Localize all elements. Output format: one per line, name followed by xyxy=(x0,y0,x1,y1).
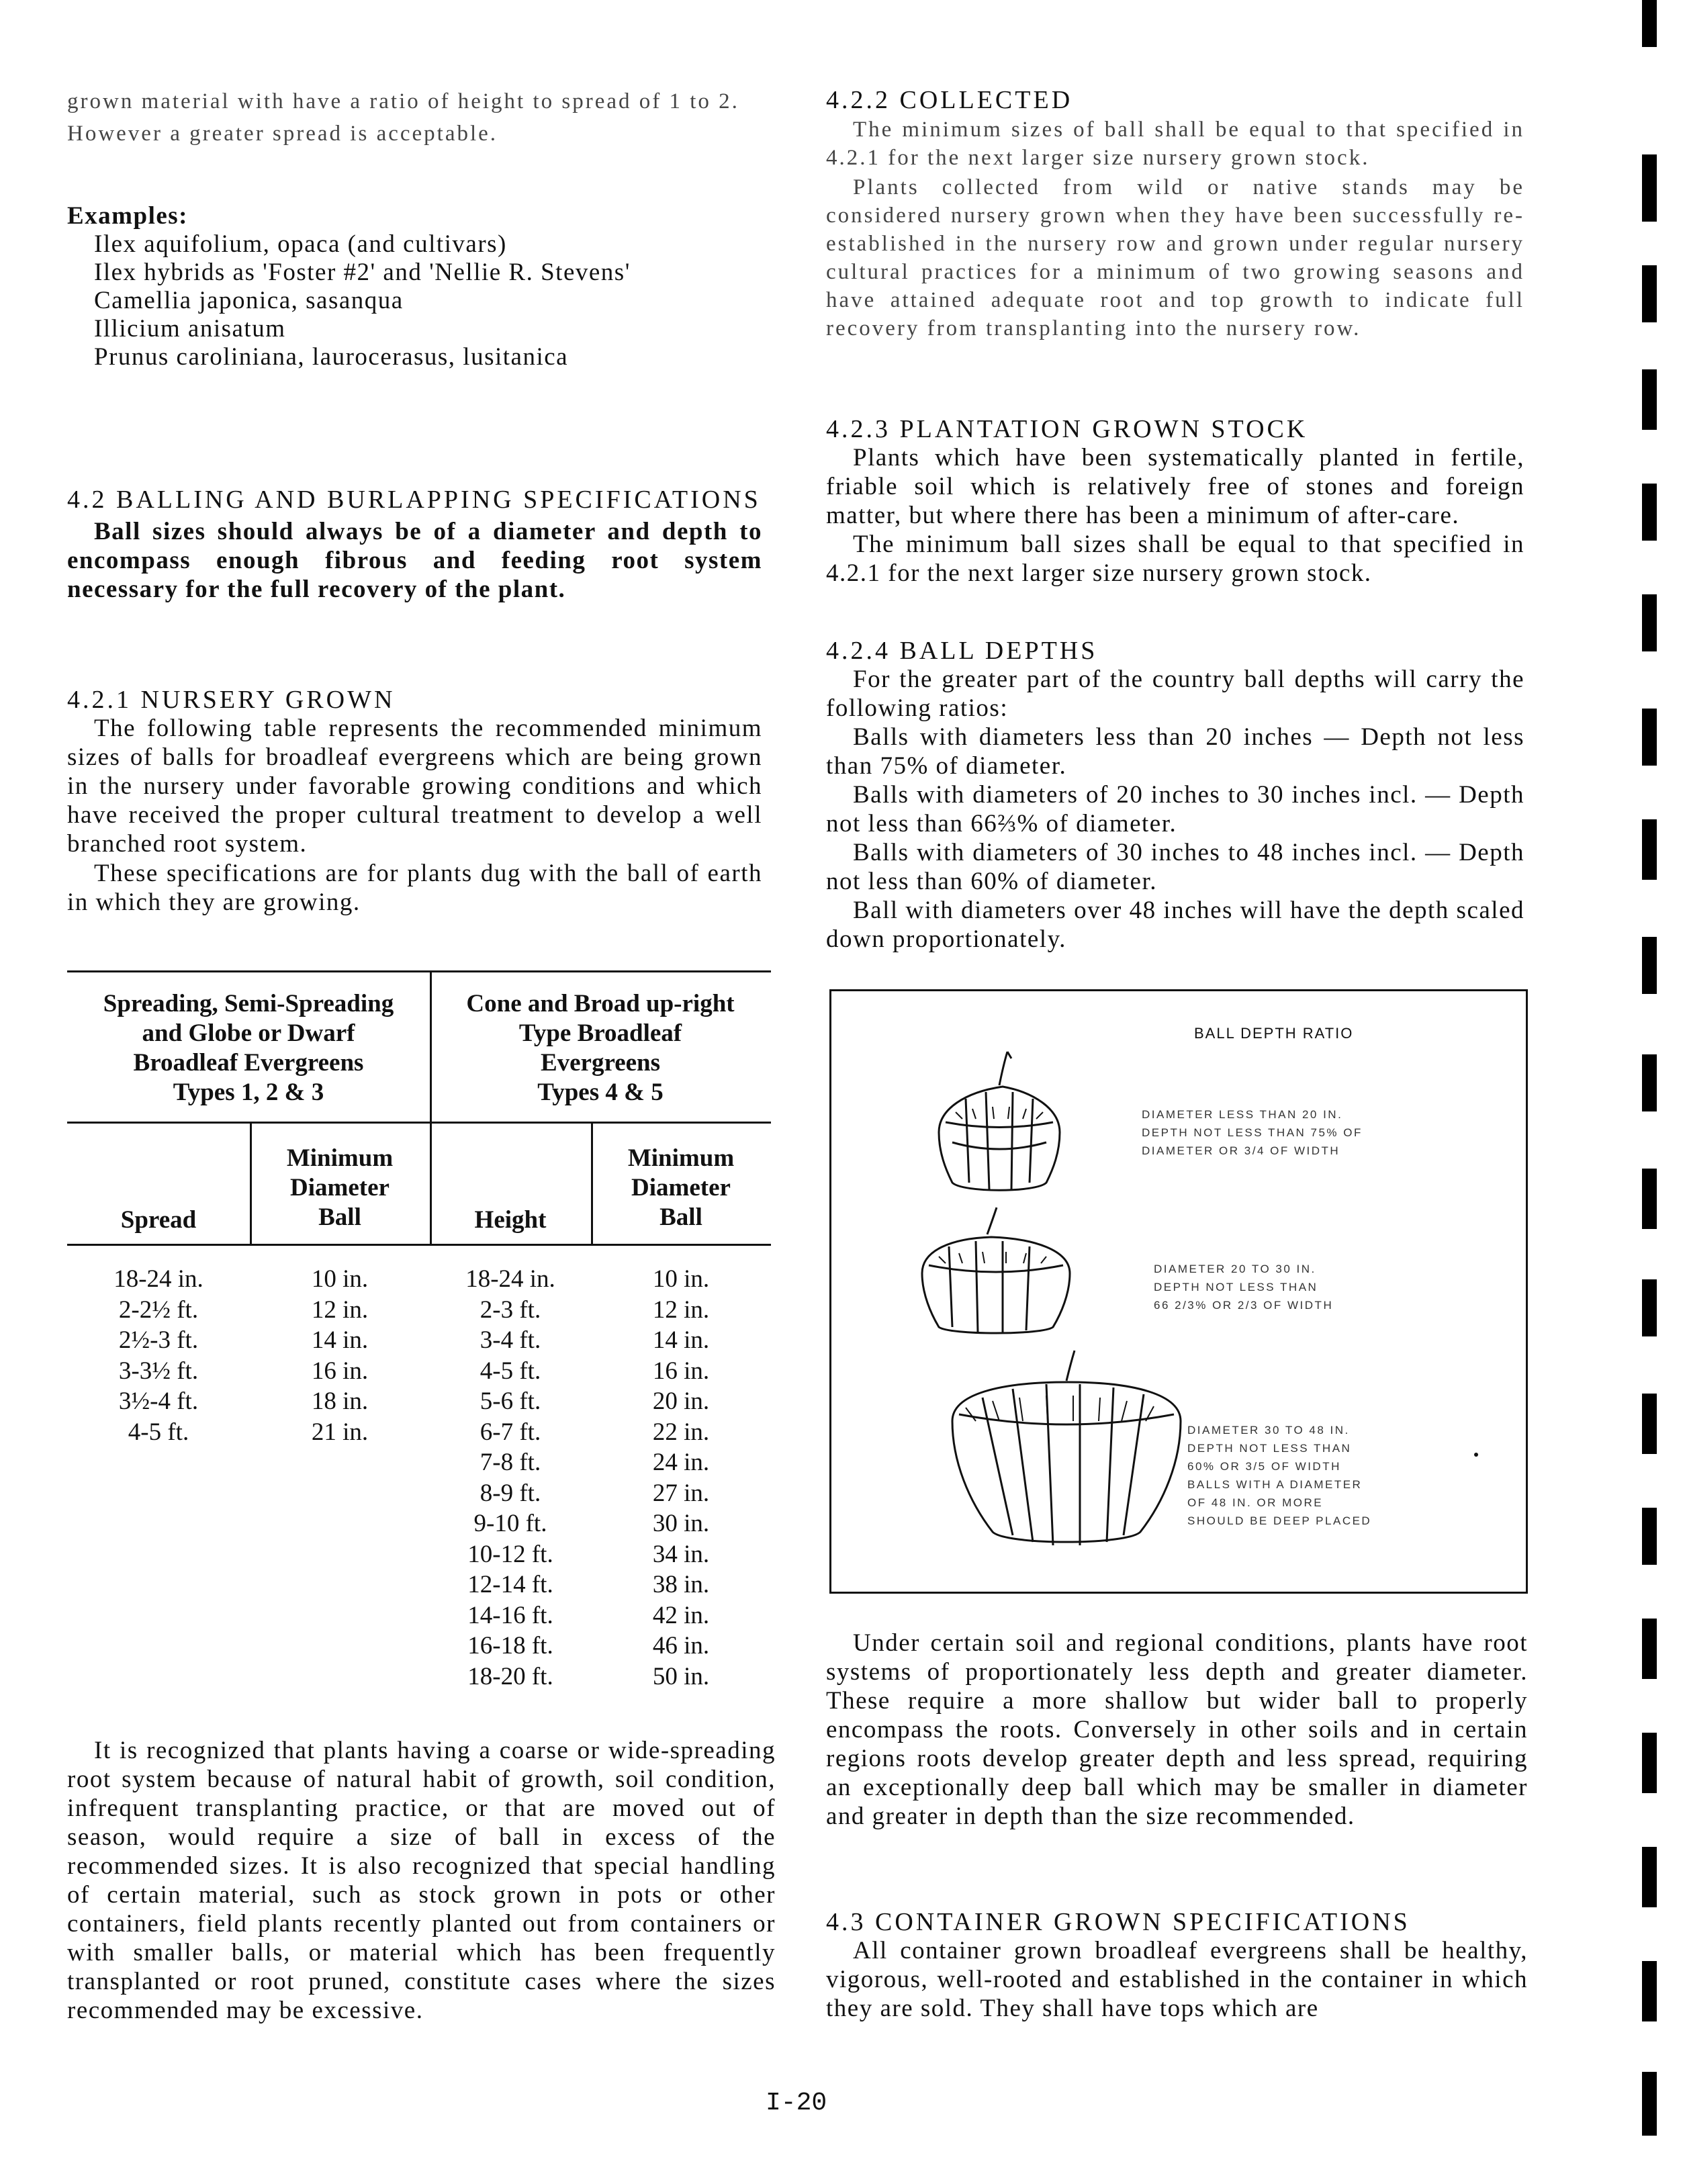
binder-mark xyxy=(1642,1733,1657,1793)
table-cell: 24 in. xyxy=(652,1449,710,1476)
root-ball-medium-icon xyxy=(922,1208,1070,1334)
section-4-2-2-heading: 4.2.2 COLLECTED xyxy=(826,86,1073,114)
table-mid-rule xyxy=(67,1122,771,1124)
examples-list xyxy=(67,230,772,371)
table-cell: 7-8 ft. xyxy=(480,1449,541,1476)
spread-column xyxy=(67,1264,250,1447)
example-item: Camellia japonica, sasanqua xyxy=(94,287,404,314)
table-cell: 42 in. xyxy=(652,1601,710,1629)
table-cell: 18-24 in. xyxy=(465,1265,555,1293)
table-header-rule xyxy=(67,1244,771,1246)
height-column xyxy=(430,1264,591,1692)
section-4-2-4-para-1: For the greater part of the country ball depths will carry the following ratios: xyxy=(826,666,1524,722)
section-4-2-2-para-2: Plants collected from wild or native stands may be considered nursery grown when they have been successfully re-established in the nursery row and grown under regular nursery cultural practices for a minimum of two growing seasons and have attained adequate root and top growth to indicate full recovery from transplanting into the nursery row. xyxy=(826,175,1524,340)
table-cell: 8-9 ft. xyxy=(480,1479,541,1507)
table-cell: 18 in. xyxy=(311,1387,369,1415)
table-cell: 10 in. xyxy=(652,1265,710,1293)
section-4-2-4-heading: 4.2.4 BALL DEPTHS xyxy=(826,637,1098,665)
table-cell: 5-6 ft. xyxy=(480,1387,541,1415)
table-cell: 14-16 ft. xyxy=(467,1601,553,1629)
section-4-3-heading: 4.3 CONTAINER GROWN SPECIFICATIONS xyxy=(826,1908,1410,1936)
table-cell: 4-5 ft. xyxy=(480,1357,541,1385)
table-cell: 14 in. xyxy=(311,1326,369,1354)
col-min-ball-header-2: Minimum Diameter Ball xyxy=(627,1144,735,1231)
section-4-2-4-para-5: Ball with diameters over 48 inches will have the depth scaled down proportionately. xyxy=(826,897,1524,953)
binder-mark xyxy=(1642,484,1657,541)
table-cell: 34 in. xyxy=(652,1540,710,1568)
binder-mark xyxy=(1642,369,1657,430)
example-item: Ilex hybrids as 'Foster #2' and 'Nellie R. Stevens' xyxy=(94,259,631,286)
section-4-2-body: Ball sizes should always be of a diameter and depth to encompass enough fibrous and feeding root system necessary for the full recovery of the plant. xyxy=(67,518,762,603)
example-item: Illicium anisatum xyxy=(94,315,286,343)
table-cell: 6-7 ft. xyxy=(480,1418,541,1446)
table-cell: 14 in. xyxy=(652,1326,710,1354)
binder-mark xyxy=(1642,0,1657,47)
table-cell: 50 in. xyxy=(652,1662,710,1690)
table-cell: 27 in. xyxy=(652,1479,710,1507)
closing-paragraph: It is recognized that plants having a coarse or wide-spreading root system because of natural habit of growth, soil condition, infrequent transplanting practice, or that are moved out of season, would require a size of ball in excess of the recommended sizes. It is also recognized that special handling of certain material, such as stock grown in pots or other containers, field plants recently planted out from containers or with smaller balls, or material which has been frequently transplanted or root pruned, constitute cases where the sizes recommended may be excessive. xyxy=(67,1737,776,2024)
binder-mark xyxy=(1642,265,1657,322)
binder-mark xyxy=(1642,1619,1657,1679)
binder-mark xyxy=(1642,1508,1657,1565)
binder-mark xyxy=(1642,1394,1657,1454)
table-cell: 3-3½ ft. xyxy=(118,1357,199,1385)
intro-line-2: However a greater spread is acceptable. xyxy=(67,122,498,146)
example-item: Ilex aquifolium, opaca (and cultivars) xyxy=(94,230,507,258)
table-cell: 16 in. xyxy=(652,1357,710,1385)
section-4-2-3-heading: 4.2.3 PLANTATION GROWN STOCK xyxy=(826,415,1308,443)
caption-medium-ball: DIAMETER 20 TO 30 IN. DEPTH NOT LESS THAN 66 2/3% OR 2/3 OF WIDTH xyxy=(1154,1263,1334,1312)
table-cell: 4-5 ft. xyxy=(128,1418,189,1446)
examples-heading: Examples: xyxy=(67,202,188,230)
binder-mark xyxy=(1642,594,1657,651)
binder-mark xyxy=(1642,154,1657,222)
section-4-2-3-para-1: Plants which have been systematically planted in fertile, friable soil which is relatively free of stones and foreign matter, but where there has been a minimum of after-care. xyxy=(826,444,1524,529)
binder-mark xyxy=(1642,819,1657,880)
table-cell: 16-18 ft. xyxy=(467,1632,553,1659)
section-4-2-1-para-2: These specifications are for plants dug with the ball of earth in which they are growing. xyxy=(67,860,762,916)
height-ball-column xyxy=(591,1264,771,1692)
caption-small-ball: DIAMETER LESS THAN 20 IN. DEPTH NOT LESS THAN 75% OF DIAMETER OR 3/4 OF WIDTH xyxy=(1142,1108,1363,1157)
table-cell: 2-2½ ft. xyxy=(118,1295,199,1324)
section-4-2-2-para-1: The minimum sizes of ball shall be equal to that specified in 4.2.1 for the next larger size nursery grown stock. xyxy=(826,118,1524,170)
table-top-rule xyxy=(67,970,771,972)
table-cell: 21 in. xyxy=(311,1418,369,1446)
binder-mark xyxy=(1642,709,1657,766)
binder-mark xyxy=(1642,1961,1657,2021)
binder-mark xyxy=(1642,2072,1657,2136)
table-cell: 12 in. xyxy=(652,1295,710,1324)
root-ball-small-icon xyxy=(939,1052,1060,1190)
binder-mark xyxy=(1642,1169,1657,1229)
table-cell: 22 in. xyxy=(652,1418,710,1446)
table-cell: 3½-4 ft. xyxy=(118,1387,199,1415)
section-4-2-4-para-2: Balls with diameters less than 20 inches — Depth not less than 75% of diameter. xyxy=(826,723,1524,780)
root-ball-large-icon xyxy=(952,1351,1181,1545)
table-cell: 16 in. xyxy=(311,1357,369,1385)
table-cell: 2-3 ft. xyxy=(480,1295,541,1324)
col-height-header: Height xyxy=(474,1206,547,1234)
table-cell: 20 in. xyxy=(652,1387,710,1415)
table-cell: 12 in. xyxy=(311,1295,369,1324)
group1-header: Spreading, Semi-Spreading and Globe or Dwarf Broadleaf Evergreens Types 1, 2 & 3 xyxy=(103,990,394,1106)
col-min-ball-header: Minimum Diameter Ball xyxy=(286,1144,394,1231)
table-cell: 10-12 ft. xyxy=(467,1540,553,1568)
col-spread-header: Spread xyxy=(120,1206,197,1234)
section-4-2-3-para-2: The minimum ball sizes shall be equal to that specified in 4.2.1 for the next larger size nursery grown stock. xyxy=(826,531,1524,587)
table-cell: 3-4 ft. xyxy=(480,1326,541,1354)
spread-ball-column xyxy=(250,1264,430,1447)
intro-line-1: grown material with have a ratio of height to spread of 1 to 2. xyxy=(67,89,739,113)
table-cell: 30 in. xyxy=(652,1510,710,1537)
figure-title: BALL DEPTH RATIO xyxy=(1194,1025,1354,1042)
binder-mark xyxy=(1642,1054,1657,1111)
ball-depth-ratio-figure xyxy=(829,989,1528,1594)
table-cell: 18-24 in. xyxy=(113,1265,203,1293)
stray-dot xyxy=(1474,1453,1478,1457)
section-4-2-4-para-3: Balls with diameters of 20 inches to 30 inches incl. — Depth not less than 66⅔% of diameter. xyxy=(826,781,1524,837)
binder-mark xyxy=(1642,937,1657,994)
caption-large-ball: DIAMETER 30 TO 48 IN. DEPTH NOT LESS THAN 60% OR 3/5 OF WIDTH BALLS WITH A DIAMETER OF 48 IN. OR MORE SHOULD BE DEEP PLACED xyxy=(1187,1424,1372,1527)
table-cell: 38 in. xyxy=(652,1571,710,1598)
page-number: I-20 xyxy=(766,2089,827,2118)
soil-conditions-paragraph: Under certain soil and regional conditions, plants have root systems of proportionately less depth and greater diameter. These require a more shallow but wider ball to properly encompass the roots. Conversely in other soils and in certain regions roots develop greater depth and less spread, requiring an exceptionally deep ball which may be smaller in diameter and greater in depth than the size recommended. xyxy=(826,1629,1528,1830)
table-cell: 10 in. xyxy=(311,1265,369,1293)
example-item: Prunus caroliniana, laurocerasus, lusitanica xyxy=(94,343,569,371)
table-cell: 9-10 ft. xyxy=(473,1510,547,1537)
table-cell: 18-20 ft. xyxy=(467,1662,553,1690)
binder-mark xyxy=(1642,1847,1657,1907)
section-4-2-4-para-4: Balls with diameters of 30 inches to 48 inches incl. — Depth not less than 60% of diameter. xyxy=(826,839,1524,895)
binder-mark xyxy=(1642,1279,1657,1336)
group2-header: Cone and Broad up-right Type Broadleaf Evergreens Types 4 & 5 xyxy=(466,990,735,1106)
section-4-3-para-1: All container grown broadleaf evergreens shall be healthy, vigorous, well-rooted and established in the container in which they are sold. They shall have tops which are xyxy=(826,1937,1528,2022)
table-cell: 12-14 ft. xyxy=(467,1571,553,1598)
table-cell: 2½-3 ft. xyxy=(118,1326,199,1354)
section-4-2-1-heading: 4.2.1 NURSERY GROWN xyxy=(67,686,396,714)
section-4-2-1-para-1: The following table represents the recommended minimum sizes of balls for broadleaf evergreens which are being grown in the nursery under favorable growing conditions and which have received the proper cultural treatment to develop a well branched root system. xyxy=(67,715,762,858)
section-4-2-heading: 4.2 BALLING AND BURLAPPING SPECIFICATIONS xyxy=(67,486,761,514)
table-cell: 46 in. xyxy=(652,1632,710,1659)
